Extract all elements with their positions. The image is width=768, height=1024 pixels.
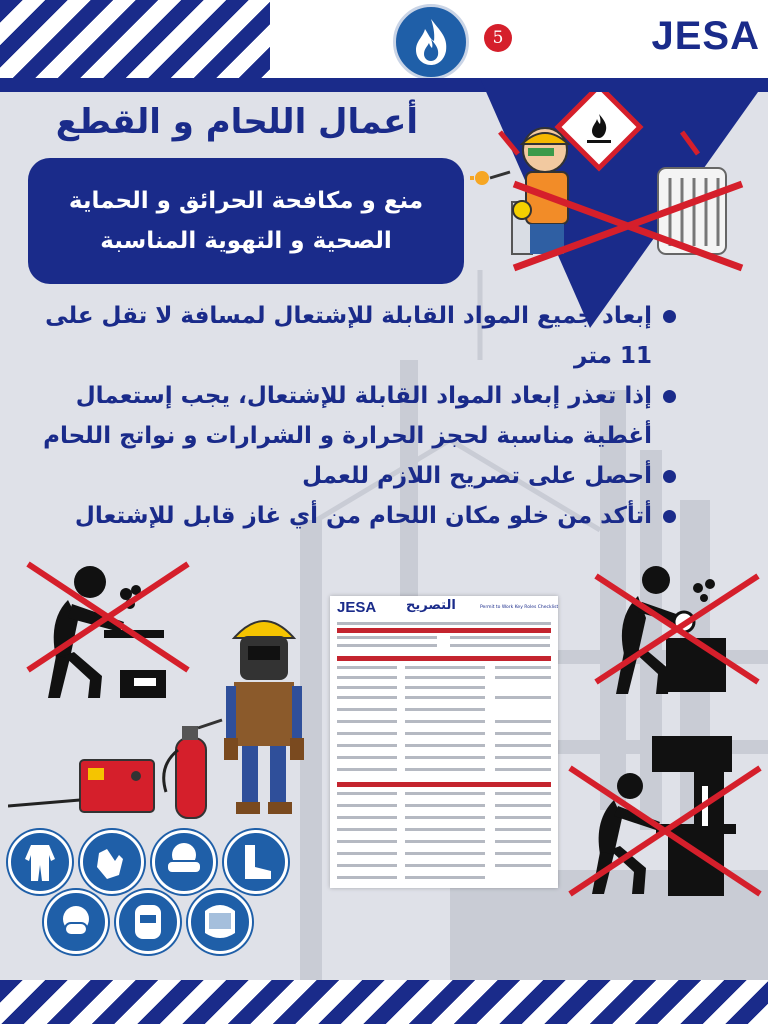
welding-machine-and-extinguisher — [8, 710, 228, 822]
bullet-item: إبعاد جميع المواد القابلة للإشتعال لمسافة لا تقل على 11 متر — [28, 296, 678, 376]
form-logo: JESA — [337, 599, 377, 616]
welder-with-ppe — [222, 610, 306, 820]
welding-mask-icon — [116, 890, 180, 954]
subtitle-box — [28, 158, 464, 284]
respirator-icon — [44, 890, 108, 954]
fire-extinguisher-icon — [164, 720, 222, 818]
safety-bullet-list — [28, 296, 678, 536]
subtitle-text: منع و مكافحة الحرائق و الحماية الصحية و التهوية المناسبة — [68, 188, 424, 254]
bullet-item: أحصل على تصريح اللازم للعمل — [28, 456, 678, 496]
company-logo: JESA — [651, 14, 760, 58]
coverall-icon — [8, 830, 72, 894]
form-header-note: Permit to Work Key Roles Checklist — [480, 605, 558, 610]
page-number-badge: 5 — [484, 24, 512, 52]
grinder-worker-prohibited — [586, 562, 768, 702]
welder-near-heater-prohibited — [470, 92, 768, 274]
bullet-item: إذا تعذر إبعاد المواد القابلة للإشتعال، يجب إستعمال أغطية مناسبة لحجز الحرارة و الشرارات و نواتج اللحام — [28, 376, 678, 456]
face-shield-icon — [188, 890, 252, 954]
bullet-item: أتأكد من خلو مكان اللحام من أي غاز قابل للإشتعال — [28, 496, 678, 536]
welding-machine-icon — [8, 760, 154, 812]
stripes-decoration — [0, 0, 270, 78]
form-title: التصريح — [406, 598, 456, 613]
flammable-hazard-sign-icon — [558, 92, 640, 168]
bandsaw-worker-prohibited — [560, 730, 768, 902]
page-title: أعمال اللحام و القطع — [55, 102, 418, 142]
goggles-icon — [152, 830, 216, 894]
welder-worker-prohibited — [8, 560, 208, 710]
footer-stripes — [0, 980, 768, 1024]
safety-boots-icon — [224, 830, 288, 894]
gloves-icon — [80, 830, 144, 894]
flame-icon — [393, 4, 469, 80]
permit-form-document — [330, 596, 558, 888]
